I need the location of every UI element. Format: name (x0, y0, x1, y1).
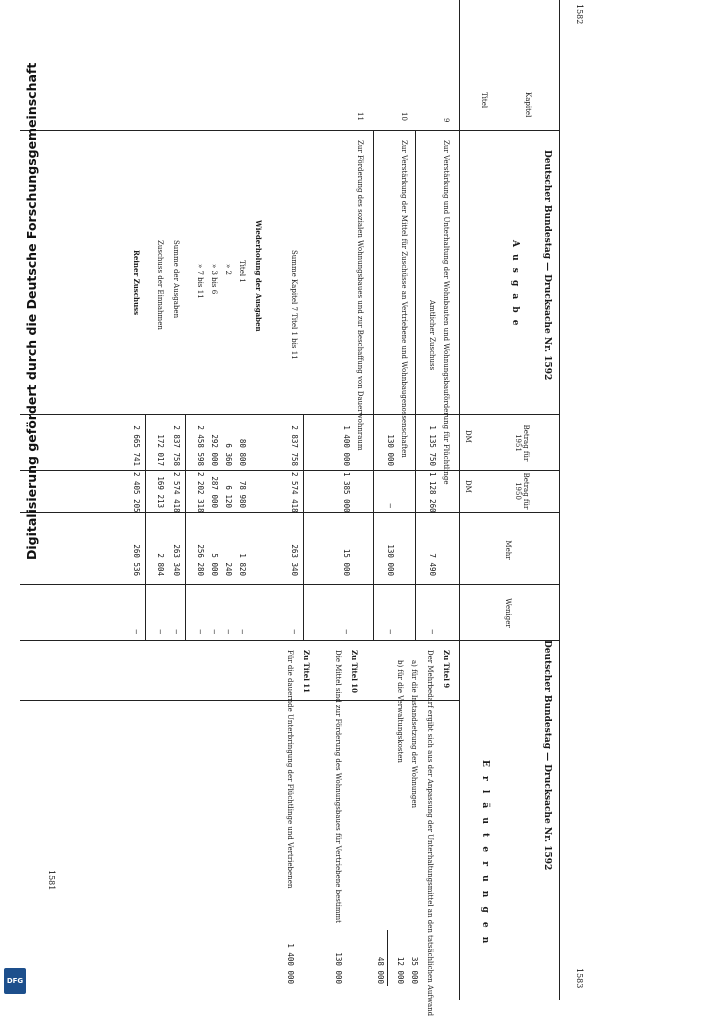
surplus-prev: 169 213 (156, 476, 165, 508)
row-prev: 1 128 260 (428, 472, 437, 513)
row-amount: 1 135 750 (428, 425, 437, 466)
summary-more: 256 280 (196, 544, 205, 576)
summary-label: » 2 (224, 264, 232, 275)
sum-more: 263 340 (172, 544, 181, 576)
row-amount: 1 400 000 (342, 425, 351, 466)
surplus-amount: 172 017 (156, 434, 165, 466)
row-prev: 1 385 000 (342, 472, 351, 513)
page-number-right: 1583 (575, 968, 584, 989)
page-number-left: 1582 (575, 4, 584, 25)
sum-amount: 2 837 758 (172, 425, 181, 466)
row-text: Zur Verstärkung und Unterhaltung der Wohnbauten und Wohnungsbauförderung für Flüchtlinge (442, 140, 450, 485)
summary-more: 5 000 (210, 553, 219, 576)
dfg-logo: DFG (4, 968, 26, 994)
row-title-no: 9 (442, 118, 450, 123)
note-line: Zu Titel 10 (350, 650, 359, 694)
note-line: Für die dauernde Unterbringung der Flüchtlinge und Vertriebenen (286, 650, 294, 889)
final-more: 260 536 (132, 544, 141, 576)
row-sub: Amtlicher Zuschuss (428, 300, 436, 371)
dm-label-2: DM (464, 480, 472, 493)
folio-number: 1581 (47, 870, 56, 891)
summary-prev: 6 120 (224, 485, 233, 508)
final-label: Reiner Zuschuss (132, 250, 141, 316)
summary-amount: 292 000 (210, 434, 219, 466)
subtotal-more: 263 340 (290, 544, 299, 576)
summary-less: — (196, 629, 205, 634)
sum-prev: 2 574 418 (172, 472, 181, 513)
sum-less: — (172, 629, 181, 634)
digitization-caption: Digitalisierung gefördert durch die Deutsche Forschungsgemeinschaft (24, 62, 39, 560)
surplus-label: Zuschuss der Einnahmen (156, 240, 164, 330)
row-rule (415, 130, 416, 640)
header-mehr: Mehr (504, 540, 512, 560)
summary-title: Wiederholung der Ausgaben (254, 220, 263, 332)
note-line: a) für die Instandsetzung der Wohnungen (410, 660, 418, 808)
sum-rule (185, 414, 186, 640)
row-amount: 130 000 (386, 434, 395, 466)
row-less: — (342, 629, 351, 634)
header-previous: Betrag für 1950 (513, 472, 530, 510)
row-less: — (428, 629, 437, 634)
summary-label: » 7 bis 11 (196, 264, 204, 299)
subtotal-amount: 2 837 758 (290, 425, 299, 466)
running-head-right: Deutscher Bundestag — Drucksache Nr. 1592 (542, 640, 552, 871)
summary-more: 1 820 (238, 553, 247, 576)
summary-label: » 3 bis 6 (210, 264, 218, 295)
row-more: 130 000 (386, 544, 395, 576)
dm-label-1: DM (464, 430, 472, 443)
header-weniger: Weniger (504, 598, 512, 628)
row-prev: — (386, 503, 395, 508)
row-text: Zur Verstärkung der Mittel für Zuschüsse an Vertriebene und Wohnbaugenossenschaften (400, 140, 408, 458)
section-title-ausgabe: A u s g a b e (510, 240, 520, 328)
note-line: Die Mittel sind zur Förderung des Wohnungsbaues für Vertriebene bestimmt (334, 650, 342, 923)
row-more: 7 490 (428, 553, 437, 576)
note-line: Zu Titel 9 (442, 650, 451, 689)
subtotal-less: — (290, 629, 299, 634)
note-col-rule (20, 700, 460, 701)
note-line: b) für die Verwaltungskosten (396, 660, 404, 763)
row-text: Zur Förderung des sozialen Wohnungsbaues und zur Beschaffung von Dauerwohnraum (356, 140, 364, 451)
running-head-left: Deutscher Bundestag — Drucksache Nr. 1592 (542, 150, 552, 381)
col-rule-2 (20, 414, 560, 415)
header-rule-bottom (459, 0, 460, 1000)
note-sum-rule (387, 930, 388, 986)
row-title-no: 11 (356, 112, 364, 121)
sum-label: Summe der Ausgaben (172, 240, 180, 319)
title-label: Titel (480, 92, 488, 109)
summary-less: — (224, 629, 233, 634)
summary-label: Titel 1 (238, 260, 246, 283)
note-line: Zu Titel 11 (302, 650, 311, 694)
final-rule (145, 414, 146, 640)
summary-less: — (238, 629, 247, 634)
note-amount: 48 000 (376, 956, 385, 984)
col-rule-1 (20, 130, 560, 131)
summary-amount: 6 360 (224, 443, 233, 466)
summary-less: — (210, 629, 219, 634)
col-rule-6 (20, 640, 560, 641)
summary-amount: 80 800 (238, 438, 247, 466)
summary-amount: 2 458 598 (196, 425, 205, 466)
summary-prev: 287 000 (210, 476, 219, 508)
subtotal-prev: 2 574 418 (290, 472, 299, 513)
surplus-less: — (156, 629, 165, 634)
chapter-label: Kapitel (524, 92, 532, 118)
note-amount: 12 000 (396, 956, 405, 984)
col-rule-5 (20, 584, 560, 585)
note-amount: 130 000 (334, 952, 343, 984)
summary-more: 240 (224, 562, 233, 576)
note-amount: 35 000 (410, 956, 419, 984)
summary-prev: 2 202 318 (196, 472, 205, 513)
row-more: 15 000 (342, 548, 351, 576)
header-amount: Betrag für 1951 (513, 424, 530, 462)
final-amount: 2 665 741 (132, 425, 141, 466)
col-rule-3 (20, 470, 560, 471)
note-amount: 1 400 000 (286, 943, 295, 984)
note-line: Der Mehrbedarf ergibt sich aus der Anpassung der Unterhaltungsmittel an den tatsächlichen Aufwand (426, 650, 434, 1016)
subtotal-rule (303, 414, 304, 640)
section-title-erlaeuterungen: E r l ä u t e r u n g e n (480, 760, 490, 947)
final-less: — (132, 629, 141, 634)
surplus-more: 2 804 (156, 553, 165, 576)
subtotal-label: Summe Kapitel 7 Titel 1 bis 11 (290, 250, 298, 360)
row-rule (373, 130, 374, 640)
header-rule-top (559, 0, 560, 1000)
final-prev: 2 405 205 (132, 472, 141, 513)
row-title-no: 10 (400, 112, 408, 121)
row-less: — (386, 629, 395, 634)
summary-prev: 78 980 (238, 480, 247, 508)
